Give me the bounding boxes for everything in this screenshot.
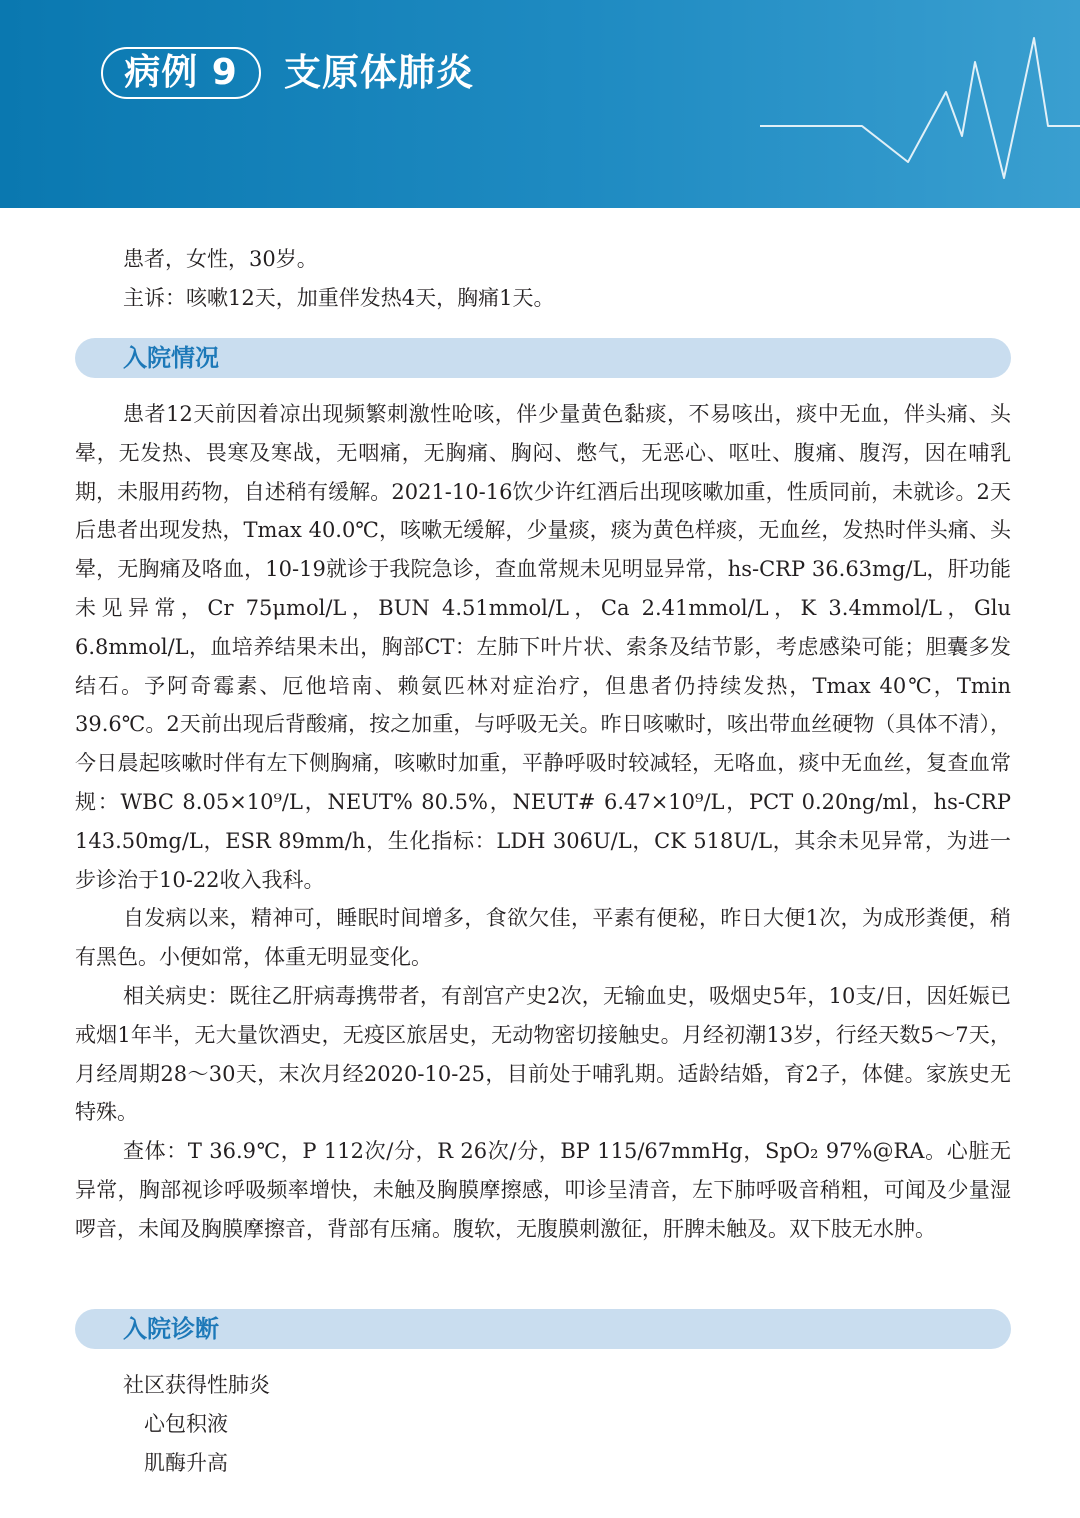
paragraph-history: 患者12天前因着凉出现频繁刺激性呛咳，伴少量黄色黏痰，不易咳出，痰中无血，伴头痛、头晕，无发热、畏寒及寒战，无咽痛，无胸痛、胸闷、憋气，无恶心、呕吐、腹痛、腹泻，因在哺乳期，未服用药物，自述稍有缓解。2021-10-16饮少许红酒后出现咳嗽加重，性质同前，未就诊。2天后患者出现发热，Tmax 40.0℃，咳嗽无缓解，少量痰，痰为黄色样痰，无血丝，发热时伴头痛、头晕，无胸痛及咯血，10-19就诊于我院急诊，查血常规未见明显异常，hs-CRP 36.63mg/L，肝功能未见异常，Cr 75μmol/L，BUN 4.51mmol/L，Ca 2.41mmol/L，K 3.4mmol/L，Glu 6.8mmol/L，血培养结果未出，胸部CT：左肺下叶片状、索条及结节影，考虑感染可能；胆囊多发结石。予阿奇霉素、厄他培南、赖氨匹林对症治疗，但患者仍持续发热，Tmax 40℃，Tmin 39.6℃。2天前出现后背酸痛，按之加重，与呼吸无关。昨日咳嗽时，咳出带血丝硬物（具体不清），今日晨起咳嗽时伴有左下侧胸痛，咳嗽时加重，平静呼吸时较减轻，无咯血，痰中无血丝，复查血常规：WBC 8.05×10⁹/L，NEUT% 80.5%，NEUT# 6.47×10⁹/L，PCT 0.20ng/ml，hs-CRP 143.50mg/L，ESR 89mm/h，生化指标：LDH 306U/L，CK 518U/L，其余未见异常，为进一步诊治于10-22收入我科。 <box>75 402 1011 892</box>
paragraph-past-history: 相关病史：既往乙肝病毒携带者，有剖宫产史2次，无输血史，吸烟史5年，10支/日，因妊娠已戒烟1年半，无大量饮酒史，无疫区旅居史，无动物密切接触史。月经初潮13岁，行经天数5～7天，月经周期28～30天，末次月经2020-10-25，目前处于哺乳期。适龄结婚，育2子，体健。家族史无特殊。 <box>75 983 1011 1125</box>
patient-info: 患者，女性，30岁。 <box>123 247 318 271</box>
diagnosis-item: 肌酶升高 <box>144 1451 228 1475</box>
chief-complaint: 主诉：咳嗽12天，加重伴发热4天，胸痛1天。 <box>123 286 555 310</box>
section-title-admission: 入院情况 <box>123 344 219 372</box>
case-number-badge: 病例 9 <box>101 47 261 99</box>
diagnosis-item: 社区获得性肺炎 <box>123 1373 270 1397</box>
diagnosis-list <box>123 1366 270 1483</box>
diagnosis-item: 心包积液 <box>144 1412 228 1436</box>
heartbeat-line-icon <box>0 0 1080 208</box>
paragraph-physical-exam: 查体：T 36.9℃，P 112次/分，R 26次/分，BP 115/67mmHg，SpO₂ 97%@RA。心脏无异常，胸部视诊呼吸频率增快，未触及胸膜摩擦感，叩诊呈清音，左下肺呼吸音稍粗，可闻及少量湿啰音，未闻及胸膜摩擦音，背部有压痛。腹软，无腹膜刺激征，肝脾未触及。双下肢无水肿。 <box>75 1139 1011 1241</box>
paragraph-general: 自发病以来，精神可，睡眠时间增多，食欲欠佳，平素有便秘，昨日大便1次，为成形粪便，稍有黑色。小便如常，体重无明显变化。 <box>75 906 1011 970</box>
case-title: 支原体肺炎 <box>284 51 474 94</box>
admission-details <box>75 395 1011 1249</box>
header-banner <box>0 0 1080 208</box>
patient-intro <box>123 240 554 318</box>
section-header-diagnosis <box>75 1309 1011 1349</box>
section-header-admission <box>75 338 1011 378</box>
section-title-diagnosis: 入院诊断 <box>123 1315 219 1343</box>
